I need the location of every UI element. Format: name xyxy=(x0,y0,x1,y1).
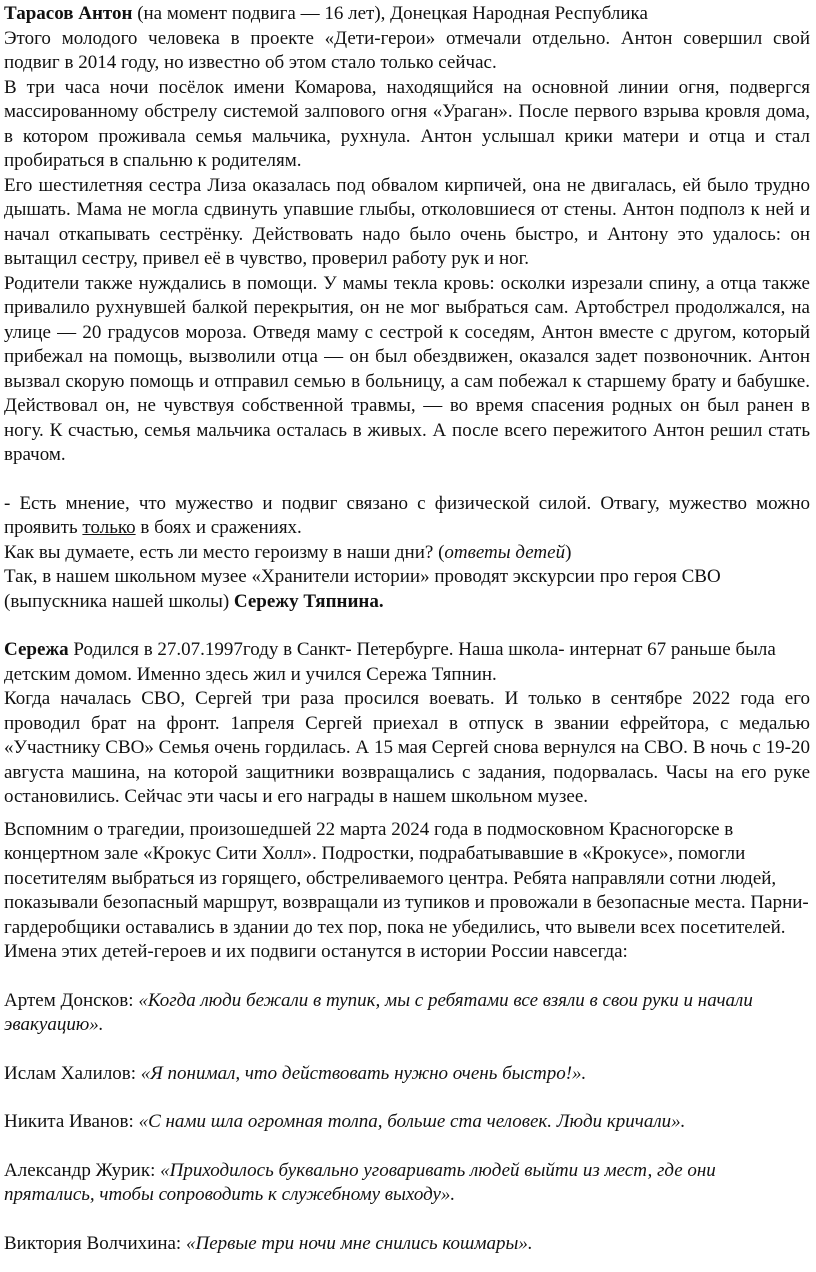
question-heroism xyxy=(4,541,810,566)
serezha-name: Сережа xyxy=(4,639,69,660)
quote-ivanov xyxy=(4,1110,810,1135)
spacer xyxy=(4,1086,810,1110)
museum-intro-text: Так, в нашем школьном музее «Хранители истории» проводят экскурсии про героя СВО (выпускника нашей школы) xyxy=(4,566,721,612)
quote-donskov xyxy=(4,989,810,1038)
anton-name: Тарасов Антон xyxy=(4,3,133,24)
museum-intro xyxy=(4,565,810,614)
hero-name: Сережу Тяпнина. xyxy=(233,590,384,612)
serezha-paragraph-2: Когда началась СВО, Сергей три раза просился воевать. И только в сентябре 2022 года его проводил брат на фронт. 1апреля Сергей приехал в отпуск в звании ефрейтора, с медалью «Участнику СВО» Семья очень гордилась. А 15 мая Сергей снова вернулся на СВО. В ночь с 19-20 августа машина, на которой защитники возвращались с задания, подорвалась. Часы на его руке остановились. Сейчас эти часы и его награды в нашем школьном музее. xyxy=(4,688,810,807)
question-courage-text: - Есть мнение, что мужество и подвиг связано с физической силой. Отвагу, мужество можно проявить xyxy=(4,492,810,538)
quote-text: «Приходилось буквально уговаривать людей выйти из мест, где они прятались, чтобы сопроводить к служебному выходу». xyxy=(4,1159,716,1205)
spacer xyxy=(4,1135,810,1159)
spacer xyxy=(4,614,810,638)
serezha-paragraph-1 xyxy=(4,638,810,687)
question-heroism-end: ) xyxy=(565,541,572,563)
spacer xyxy=(4,810,810,818)
question-courage xyxy=(4,492,810,541)
serezha-bio: Родился в 27.07.1997году в Санкт- Петербурге. Наша школа- интернат 67 раньше была детским домом. Именно здесь жил и учился Сережа Тяпнин. xyxy=(4,639,776,685)
spacer xyxy=(4,468,810,492)
anton-paragraph-4: Родители также нуждались в помощи. У мамы текла кровь: осколки изрезали спину, а отца также привалило рухнувшей балкой перекрытия, он не мог выбраться сам. Артобстрел продолжался, на улице — 20 градусов мороза. Отведя маму с сестрой к соседям, Антон вместе с другом, который прибежал на помощь, вызволили отца — он был обездвижен, оказался задет позвоночник. Антон вызвал скорую помощь и отправил семью в больницу, а сам побежал к старшему брату и бабушке. Действовал он, не чувствуя собственной травмы, — во время спасения родных он был ранен в ногу. К счастью, семья мальчика осталась в живых. А после всего пережитого Антон решил стать врачом. xyxy=(4,272,810,465)
quote-author: Артем Донсков: xyxy=(4,989,139,1011)
quote-text: «С нами шла огромная толпа, больше ста человек. Люди кричали». xyxy=(138,1111,686,1132)
quote-text: «Я понимал, что действовать нужно очень быстро!». xyxy=(140,1062,587,1084)
quote-author: Виктория Волчихина: xyxy=(4,1232,186,1254)
spacer xyxy=(4,1038,810,1062)
question-heroism-text: Как вы думаете, есть ли место героизму в наши дни? ( xyxy=(4,541,445,563)
quote-khalilov xyxy=(4,1062,810,1087)
quote-zhurik xyxy=(4,1159,810,1208)
anton-paragraph-3: Его шестилетняя сестра Лиза оказалась под обвалом кирпичей, она не двигалась, ей было трудно дышать. Мама не могла сдвинуть упавшие глыбы, отколовшиеся от стены. Антон подполз к ней и начал откапывать сестрёнку. Действовать надо было очень быстро, и Антону это удалось: он вытащил сестру, привел её в чувство, проверил работу рук и ног. xyxy=(4,174,810,269)
anton-heading xyxy=(4,2,810,27)
anton-paragraph-2: В три часа ночи посёлок имени Комарова, находящийся на основной линии огня, подвергся массированному обстрелу системой залпового огня «Ураган». После первого взрыва кровля дома, в котором проживала семья мальчика, рухнула. Антон услышал крики матери и отца и стал пробираться в спальню к родителям. xyxy=(4,76,810,171)
anton-subtitle: (на момент подвига — 16 лет), Донецкая Народная Республика xyxy=(132,3,648,24)
anton-paragraph-1: Этого молодого человека в проекте «Дети-герои» отмечали отдельно. Антон совершил свой подвиг в 2014 году, но известно об этом стало только сейчас. xyxy=(4,27,810,73)
quote-volchikhina xyxy=(4,1232,810,1257)
spacer xyxy=(4,1208,810,1232)
quote-author: Александр Журик: xyxy=(4,1159,161,1181)
quote-author: Ислам Халилов: xyxy=(4,1062,141,1084)
children-answers-note: ответы детей xyxy=(444,541,566,563)
question-courage-end: в боях и сражениях. xyxy=(135,517,302,538)
spacer xyxy=(4,965,810,989)
underlined-word: только xyxy=(82,517,136,538)
quote-text: «Первые три ночи мне снились кошмары». xyxy=(185,1232,533,1254)
crocus-paragraph: Вспомним о трагедии, произошедшей 22 марта 2024 года в подмосковном Красногорске в концертном зале «Крокус Сити Холл». Подростки, подрабатывавшие в «Крокусе», помогли посетителям выбраться из горящего, обстреливаемого центра. Ребята направляли сотни людей, показывали безопасный маршрут, возвращали из тупиков и провожали в безопасные места. Парни-гардеробщики оставались в здании до тех пор, пока не убедились, что вывели всех посетителей. Имена этих детей-героев и их подвиги останутся в истории России навсегда: xyxy=(4,818,809,962)
quote-text: «Когда люди бежали в тупик, мы с ребятами все взяли в свои руки и начали эвакуацию». xyxy=(4,989,753,1035)
quote-author: Никита Иванов: xyxy=(4,1111,139,1132)
